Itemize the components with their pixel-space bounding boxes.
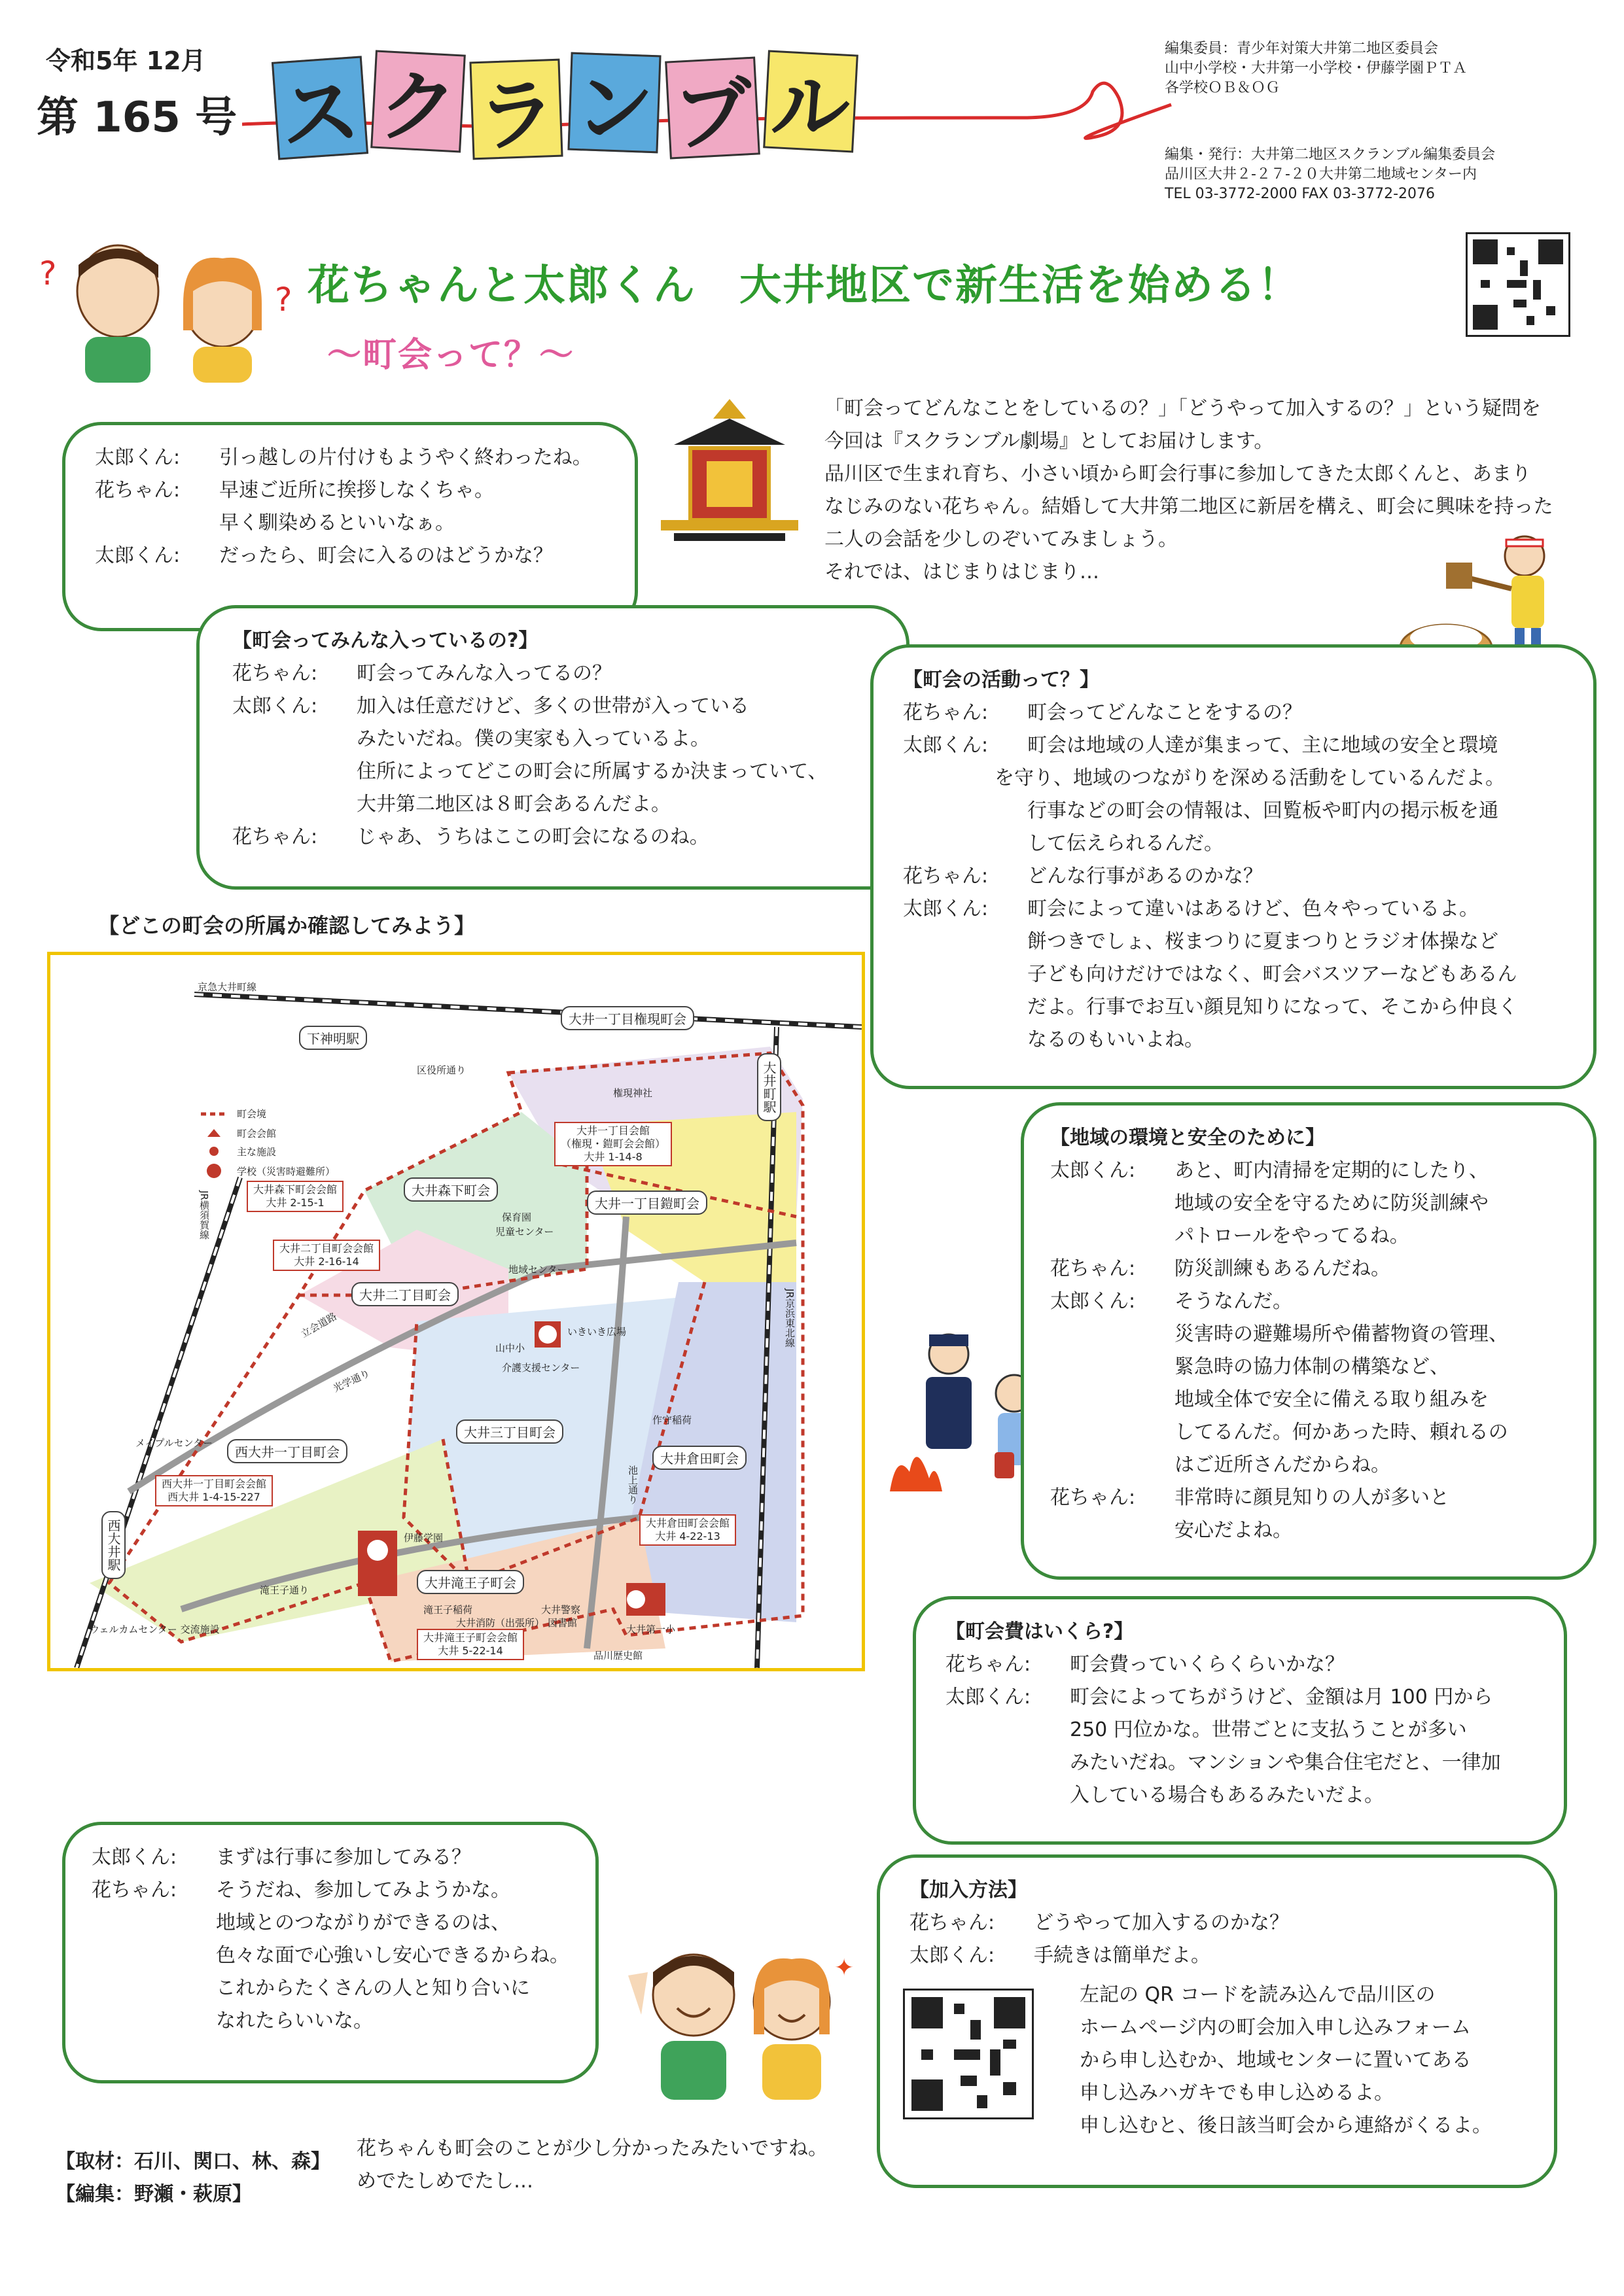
- dialogue-line: 花ちゃん: 防災訓練もあるんだね。: [1050, 1257, 1390, 1280]
- dialogue-line: みたいだね。マンションや集合住宅だと、一律加: [1070, 1751, 1501, 1774]
- facility-label: ウェルカムセンター 交流施設: [90, 1624, 220, 1635]
- hall-address: 大井滝王子町会会館 大井 5-22-14: [417, 1629, 524, 1660]
- facility-label: 保育園: [502, 1211, 532, 1223]
- issue-date: 令和5年 12月: [46, 46, 206, 75]
- svg-text:✦: ✦: [834, 1955, 855, 1981]
- dialogue-bubble-conclusion: [62, 1822, 599, 2083]
- road-label: 立会道路: [298, 1310, 339, 1340]
- section-heading: 【町会費はいくら?】: [945, 1620, 1134, 1643]
- dialogue-line: を守り、地域のつながりを深める活動をしているんだよ。: [995, 767, 1505, 790]
- svg-text:?: ?: [39, 254, 57, 292]
- dialogue-bubble-fees: [913, 1596, 1567, 1845]
- section-heading: 【町会ってみんな入っているの?】: [232, 629, 538, 652]
- credits: 【取材：石川、関口、林、森】 【編集：野瀬・萩原】: [56, 2150, 330, 2206]
- dialogue-line: 250 円位かな。世帯ごとに支払うことが多い: [1070, 1718, 1467, 1741]
- rail-label: JR横須賀線: [198, 1191, 210, 1240]
- dialogue-line: 災害時の避難場所や備蓄物資の管理、: [1174, 1323, 1508, 1346]
- dialogue-bubble-membership: [196, 605, 909, 890]
- town-label: 西大井一丁目町会: [227, 1439, 347, 1463]
- dialogue-line: 太郎くん: まずは行事に参加してみる？: [92, 1846, 471, 1869]
- dialogue-line: 住所によってどこの町会に所属するか決まっていて、: [357, 760, 828, 783]
- section-heading: 【地域の環境と安全のために】: [1050, 1126, 1325, 1149]
- town-map: [47, 952, 865, 1671]
- dialogue-line: 緊急時の協力体制の構築など、: [1174, 1355, 1449, 1378]
- hall-address: 大井一丁目会館 （権現・鎧町会会館） 大井 1-14-8: [554, 1122, 672, 1166]
- legend-boundary: 町会境: [237, 1108, 267, 1120]
- title-tile-5: ブ: [665, 56, 760, 159]
- dialogue-line: 色々な面で心強いし安心できるからね。: [216, 1944, 569, 1967]
- intro-text: 「町会ってどんなことをしているの？」「どうやって加入するの？」という疑問を 今回は『スクランブル劇場』としてお届けします。 品川区で生まれ育ち、小さい頃から町会行事に参加してきた太郎くんと、あまり なじみのない花ちゃん。結婚して大井第二地区に新居を構え、町会に興味を持った 二人の会話を少しのぞいてみましょう。 それでは、はじまりはじまり…: [824, 397, 1553, 583]
- facility-label: 伊藤学園: [404, 1532, 444, 1544]
- dialogue-line: パトロールをやってるね。: [1174, 1225, 1409, 1247]
- facility-label: 大井第一小: [626, 1624, 676, 1635]
- map-heading: 【どこの町会の所属か確認してみよう】: [98, 913, 476, 938]
- dialogue-line: なるのもいいよね。: [1027, 1028, 1204, 1051]
- map-graphics: [50, 955, 862, 1668]
- title-tile-3: ラ: [469, 59, 563, 160]
- town-label: 大井二丁目町会: [351, 1282, 459, 1306]
- dialogue-line: だよ。行事でお互い顔見知りになって、そこから仲良く: [1027, 996, 1518, 1018]
- facility-label: いきいき広場: [567, 1326, 627, 1338]
- road-label: 区役所通り: [417, 1064, 467, 1076]
- dialogue-line: 花ちゃん: そうだね、参加してみようかな。: [92, 1879, 510, 1902]
- road-label: 滝王子通り: [260, 1584, 309, 1596]
- svg-text:?: ?: [275, 281, 292, 319]
- dialogue-line: これからたくさんの人と知り合いに: [216, 1977, 530, 2000]
- dialogue-line: してるんだ。何かあった時、頼れるの: [1174, 1421, 1508, 1444]
- town-label: 大井一丁目権現町会: [561, 1006, 694, 1030]
- dialogue-line: 花ちゃん: 町会費っていくらくらいかな？: [945, 1653, 1345, 1676]
- mikoshi-illustration: [654, 392, 805, 563]
- dialogue-line: 地域の安全を守るために防災訓練や: [1174, 1192, 1489, 1215]
- publisher-info: 編集・発行：大井第二地区スクランブル編集委員会 品川区大井２-２７-２０大井第二地域センター内 TEL 03-3772-2000 FAX 03-3772-2076: [1165, 147, 1496, 202]
- dialogue-line: 地域全体で安全に備える取り組みを: [1174, 1388, 1489, 1411]
- masthead: [0, 0, 1624, 222]
- town-label: 大井森下町会: [404, 1177, 498, 1202]
- legend-facility: 主な施設: [237, 1146, 277, 1158]
- dialogue-line: 太郎くん: 町会によってちがうけど、金額は月 100 円から: [945, 1686, 1493, 1709]
- dialogue-line: して伝えられるんだ。: [1027, 832, 1224, 855]
- town-label: 大井倉田町会: [652, 1446, 747, 1470]
- facility-label: 図書館: [548, 1617, 578, 1629]
- facility-label: 児童センター: [495, 1226, 554, 1238]
- dialogue-line: 太郎くん: 町会によって違いはあるけど、色々やっているよ。: [903, 897, 1479, 920]
- facility-label: 介護支援センター: [502, 1362, 580, 1374]
- committee-info: 編集委員：青少年対策大井第二地区委員会 山中小学校・大井第一小学校・伊藤学園ＰＴＡ 各学校ＯＢ＆ＯＧ: [1165, 41, 1468, 96]
- road-label: 光学通り: [331, 1367, 372, 1395]
- dialogue-line: 子ども向けだけではなく、町会バスツアーなどもあるん: [1027, 963, 1517, 986]
- dialogue-bubble-safety: [1021, 1102, 1597, 1580]
- legend-hall: 町会会館: [237, 1128, 277, 1139]
- title-tile-1: ス: [272, 56, 368, 160]
- dialogue-line: 入している場合もあるみたいだよ。: [1070, 1784, 1384, 1807]
- dialogue-line: 地域とのつながりができるのは、: [216, 1911, 510, 1934]
- legend-school: 学校（災害時避難所）: [237, 1166, 336, 1177]
- issue-number: 第 165 号: [37, 94, 238, 142]
- town-label: 大井滝王子町会: [417, 1570, 524, 1594]
- road-label: 池上通り: [627, 1465, 639, 1505]
- facility-label: 品川歴史館: [593, 1650, 643, 1661]
- facility-label: メイプルセンター: [135, 1437, 213, 1449]
- section-heading: 【加入方法】: [909, 1879, 1027, 1902]
- facility-label: 権現神社: [613, 1087, 653, 1099]
- dialogue-line: 花ちゃん: 町会ってみんな入ってるの？: [232, 662, 612, 685]
- dialogue-line: 花ちゃん: 早速ご近所に挨拶しなくちゃ。: [95, 479, 494, 502]
- dialogue-line: 花ちゃん: どんな行事があるのかな？: [903, 865, 1263, 888]
- dialogue-line: 安心だよね。: [1174, 1519, 1292, 1542]
- dialogue-line: 太郎くん: 加入は任意だけど、多くの世帯が入っている: [232, 695, 749, 718]
- station-label: 大井町駅: [757, 1053, 781, 1121]
- couple-happy-illustration: [615, 1936, 864, 2106]
- dialogue-line: 花ちゃん: じゃあ、うちはここの町会になるのね。: [232, 826, 709, 848]
- closing-text: 花ちゃんも町会のことが少し分かったみたいですね。 めでたしめでたし…: [357, 2137, 828, 2193]
- dialogue-line: 花ちゃん: どうやって加入するのかな？: [909, 1911, 1289, 1934]
- qr-code-top: [1466, 232, 1570, 337]
- dialogue-line: 太郎くん: そうなんだ。: [1050, 1290, 1292, 1313]
- hall-address: 大井倉田町会会館 大井 4-22-13: [639, 1514, 736, 1546]
- qr-code-join[interactable]: [903, 1989, 1034, 2119]
- town-label: 大井一丁目鎧町会: [587, 1191, 707, 1215]
- dialogue-line: 太郎くん: 手続きは簡単だよ。: [909, 1944, 1210, 1967]
- couple-thinking-illustration: [33, 232, 301, 383]
- rail-label: 京急大井町線: [198, 981, 257, 993]
- facility-label: 大井消防（出張所）: [456, 1617, 545, 1629]
- title-tile-6: ル: [763, 50, 858, 152]
- dialogue-line: 太郎くん: だったら、町会に入るのはどうかな？: [95, 544, 553, 567]
- dialogue-line: 太郎くん: 引っ越しの片付けもようやく終わったね。: [95, 446, 592, 469]
- dialogue-line: なれたらいいな。: [216, 2009, 373, 2032]
- title-tile-4: ン: [567, 52, 661, 154]
- dialogue-line: 大井第二地区は８町会あるんだよ。: [357, 793, 671, 816]
- hall-address: 大井二丁目町会会館 大井 2-16-14: [273, 1240, 380, 1271]
- dialogue-line: みたいだね。僕の実家も入っているよ。: [357, 727, 710, 750]
- hall-address: 大井森下町会会館 大井 2-15-1: [247, 1181, 344, 1212]
- facility-label: 地域センター: [508, 1264, 567, 1276]
- town-label: 大井三丁目町会: [456, 1419, 563, 1444]
- facility-label: 滝王子稲荷: [423, 1604, 473, 1616]
- dialogue-line: はご近所さんだからね。: [1174, 1453, 1390, 1476]
- dialogue-line: 太郎くん: あと、町内清掃を定期的にしたり、: [1050, 1159, 1489, 1182]
- headline-sub: ～町会って？～: [327, 336, 575, 375]
- dialogue-line: 餅つきでしょ、桜まつりに夏まつりとラジオ体操など: [1027, 930, 1498, 953]
- headline-main: 花ちゃんと太郎くん 大井地区で新生活を始める！: [308, 262, 1301, 310]
- dialogue-line: 太郎くん: 町会は地域の人達が集まって、主に地域の安全と環境: [903, 734, 1498, 757]
- station-label: 西大井駅: [101, 1511, 126, 1579]
- dialogue-line: 早く馴染めるといいなぁ。: [219, 512, 455, 534]
- title-tile-2: ク: [370, 50, 466, 152]
- dialogue-line: 行事などの町会の情報は、回覧板や町内の掲示板を通: [1027, 799, 1498, 822]
- rail-label: JR京浜東北線: [784, 1289, 796, 1348]
- station-label: 下神明駅: [299, 1026, 367, 1050]
- hall-address: 西大井一丁目町会会館 西大井 1-4-15-227: [155, 1475, 273, 1506]
- dialogue-line: 花ちゃん: 非常時に顔見知りの人が多いと: [1050, 1486, 1449, 1509]
- join-instructions: 左記の QR コードを読み込んで品川区の ホームページ内の町会加入申し込みフォーム から申し込むか、地域センターに置いてある 申し込みハガキでも申し込めるよ。 申し込むと、後日該当町会から連絡がくるよ。: [1080, 1983, 1492, 2137]
- facility-label: 大井警察: [541, 1604, 581, 1616]
- dialogue-line: 花ちゃん: 町会ってどんなことをするの？: [903, 701, 1302, 724]
- facility-label: 作守稲荷: [652, 1414, 692, 1426]
- dialogue-bubble-activities: [870, 644, 1597, 1089]
- dialogue-bubble-moving: [62, 422, 638, 631]
- section-heading: 【町会の活動って？】: [903, 669, 1099, 691]
- facility-label: 山中小: [495, 1342, 525, 1354]
